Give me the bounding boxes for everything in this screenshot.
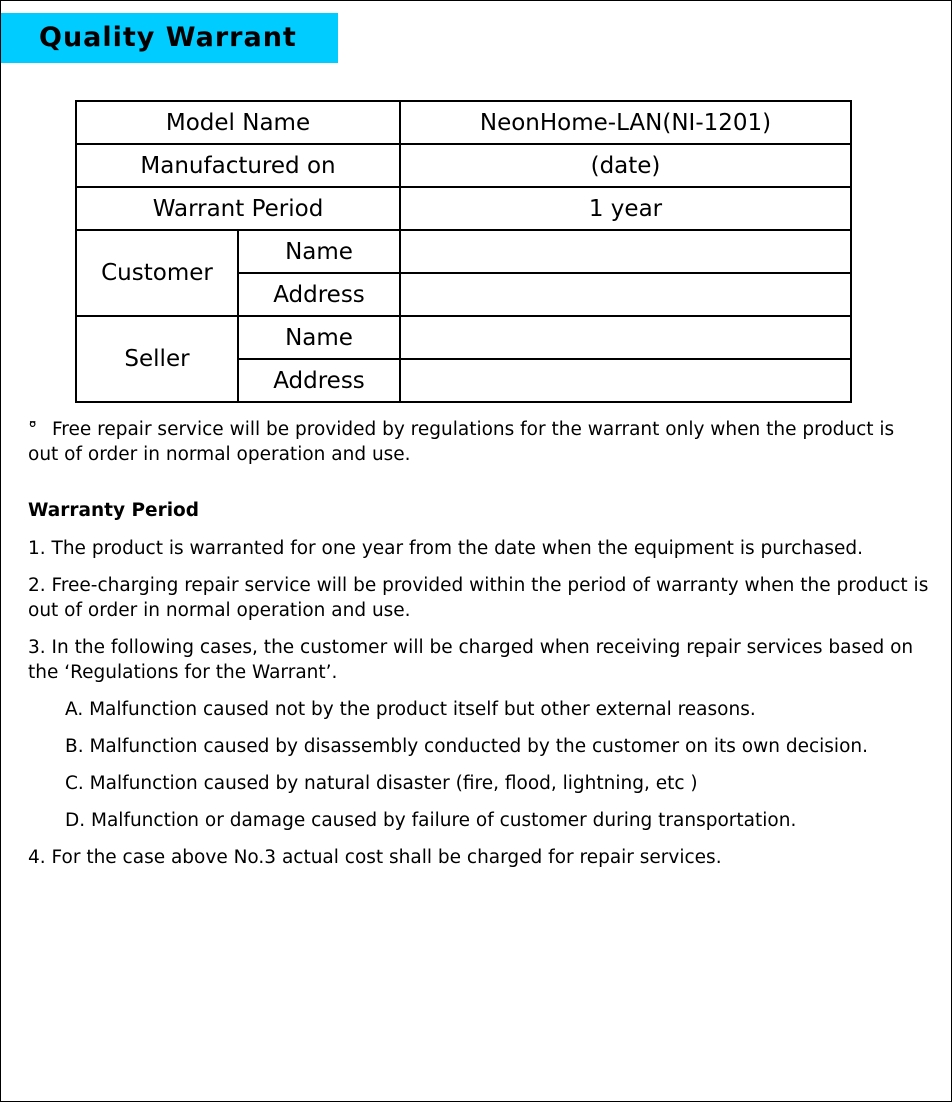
table-row — [76, 230, 851, 273]
warrant-period-value: 1 year — [400, 187, 851, 230]
model-name-label: Model Name — [76, 101, 400, 144]
warranty-subitem-d: D. Malfunction or damage caused by failure of customer during transportation. — [65, 810, 797, 831]
manufactured-on-label: Manufactured on — [76, 144, 400, 187]
warranty-info-table — [75, 100, 852, 403]
warranty-item-2: 2. Free-charging repair service will be provided within the period of warranty when the product is out of order in normal operation and use. — [28, 575, 929, 621]
seller-address-field[interactable] — [400, 359, 851, 402]
customer-label: Customer — [76, 230, 238, 316]
customer-name-field[interactable] — [400, 230, 851, 273]
seller-name-field[interactable] — [400, 316, 851, 359]
warranty-subitem-a: A. Malfunction caused not by the product itself but other external reasons. — [65, 699, 756, 720]
customer-name-label: Name — [238, 230, 400, 273]
table-row — [76, 101, 851, 144]
page-title: Quality Warrant — [1, 13, 338, 63]
warranty-subitem-b: B. Malfunction caused by disassembly conducted by the customer on its own decision. — [65, 736, 868, 757]
repair-notice — [28, 417, 928, 467]
customer-address-label: Address — [238, 273, 400, 316]
warrant-period-label: Warrant Period — [76, 187, 400, 230]
table-row — [76, 187, 851, 230]
warranty-item-4: 4. For the case above No.3 actual cost shall be charged for repair services. — [28, 847, 722, 868]
notice-mark-icon: °̄ — [28, 419, 38, 440]
warranty-subitem-c: C. Malfunction caused by natural disaster (fire, flood, lightning, etc ) — [65, 773, 698, 794]
warranty-item-3: 3. In the following cases, the customer will be charged when receiving repair services based on the ‘Regulations for the Warrant’. — [28, 637, 914, 683]
warranty-item-1: 1. The product is warranted for one year from the date when the equipment is purchased. — [28, 538, 864, 559]
manufactured-on-value: (date) — [400, 144, 851, 187]
table-row — [76, 144, 851, 187]
warranty-heading: Warranty Period — [28, 500, 199, 521]
seller-address-label: Address — [238, 359, 400, 402]
customer-address-field[interactable] — [400, 273, 851, 316]
notice-text: Free repair service will be provided by regulations for the warrant only when the product is out of order in normal operation and use. — [28, 419, 895, 465]
seller-label: Seller — [76, 316, 238, 402]
model-name-value: NeonHome-LAN(NI-1201) — [400, 101, 851, 144]
warranty-section — [28, 498, 938, 882]
seller-name-label: Name — [238, 316, 400, 359]
table-row — [76, 316, 851, 359]
